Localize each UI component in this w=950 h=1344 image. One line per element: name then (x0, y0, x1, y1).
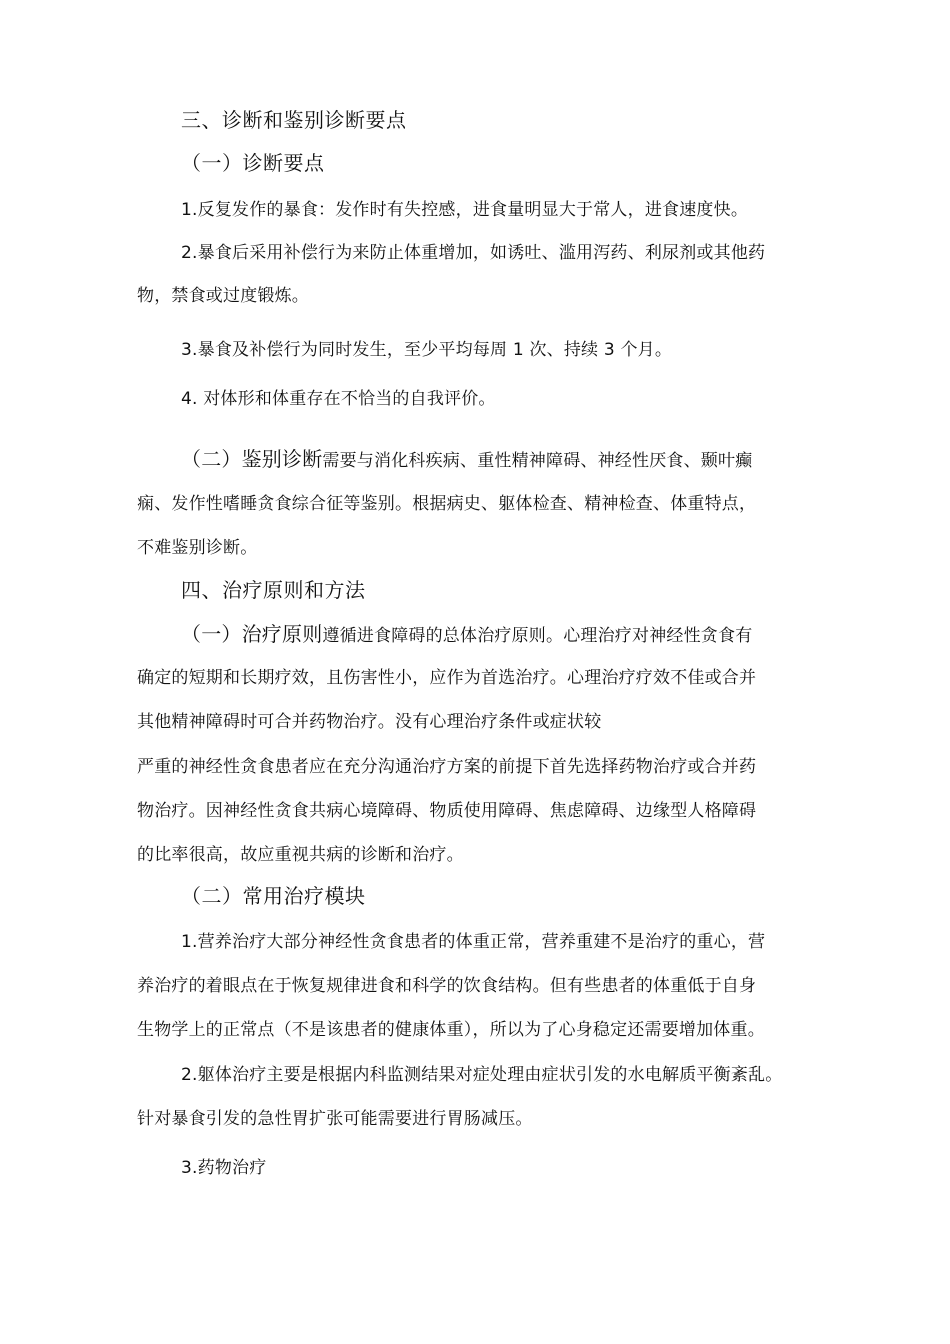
diagnosis-item-4: 4. 对体形和体重存在不恰当的自我评价。 (181, 389, 496, 409)
differential-diagnosis-line-1 (181, 447, 752, 473)
treatment-module-line-3: 生物学上的正常点（不是该患者的健康体重），所以为了心身稳定还需要增加体重。 (137, 1020, 765, 1040)
differential-diagnosis-line-2: 痫、发作性嗜睡贪食综合征等鉴别。根据病史、躯体检查、精神检查、体重特点， (137, 494, 757, 514)
treatment-module-line-4: 2.躯体治疗主要是根据内科监测结果对症处理由症状引发的水电解质平衡紊乱。 (181, 1065, 783, 1085)
differential-diagnosis-line-3: 不难鉴别诊断。 (137, 538, 258, 558)
section-4-2-title: （二）常用治疗模块 (181, 884, 366, 908)
section-4-title: 四、治疗原则和方法 (181, 578, 366, 602)
diagnosis-item-3: 3.暴食及补偿行为同时发生，至少平均每周 1 次、持续 3 个月。 (181, 340, 673, 360)
section-3-1-title: （一）诊断要点 (181, 151, 325, 175)
treatment-principle-line-4: 严重的神经性贪食患者应在充分沟通治疗方案的前提下首先选择药物治疗或合并药 (137, 757, 757, 777)
diagnosis-item-2: 2.暴食后采用补偿行为来防止体重增加，如诱吐、滥用泻药、利尿剂或其他药 (181, 243, 766, 263)
section-3-title: 三、诊断和鉴别诊断要点 (181, 108, 407, 132)
treatment-principle-heading: （一）治疗原则 (181, 622, 323, 646)
treatment-principle-line-2: 确定的短期和长期疗效，且伤害性小，应作为首选治疗。心理治疗疗效不佳或合并 (137, 668, 757, 688)
treatment-principle-line-6: 的比率很高，故应重视共病的诊断和治疗。 (137, 845, 464, 865)
treatment-module-line-2: 养治疗的着眼点在于恢复规律进食和科学的饮食结构。但有些患者的体重低于自身 (137, 976, 757, 996)
treatment-module-line-6: 3.药物治疗 (181, 1158, 267, 1178)
treatment-principle-line-1 (181, 622, 752, 648)
differential-diagnosis-text: 需要与消化科疾病、重性精神障碍、神经性厌食、颞叶癫 (322, 451, 753, 471)
diagnosis-item-2-cont: 物，禁食或过度锻炼。 (137, 286, 309, 306)
diagnosis-item-1: 1.反复发作的暴食：发作时有失控感，进食量明显大于常人，进食速度快。 (181, 200, 749, 220)
treatment-module-line-1: 1.营养治疗大部分神经性贪食患者的体重正常，营养重建不是治疗的重心，营 (181, 932, 766, 952)
differential-diagnosis-heading: （二）鉴别诊断 (181, 447, 323, 471)
treatment-principle-text: 遵循进食障碍的总体治疗原则。心理治疗对神经性贪食有 (322, 626, 753, 646)
treatment-principle-line-3: 其他精神障碍时可合并药物治疗。没有心理治疗条件或症状较 (137, 712, 602, 732)
treatment-module-line-5: 针对暴食引发的急性胃扩张可能需要进行胃肠减压。 (137, 1109, 533, 1129)
treatment-principle-line-5: 物治疗。因神经性贪食共病心境障碍、物质使用障碍、焦虑障碍、边缘型人格障碍 (137, 801, 757, 821)
